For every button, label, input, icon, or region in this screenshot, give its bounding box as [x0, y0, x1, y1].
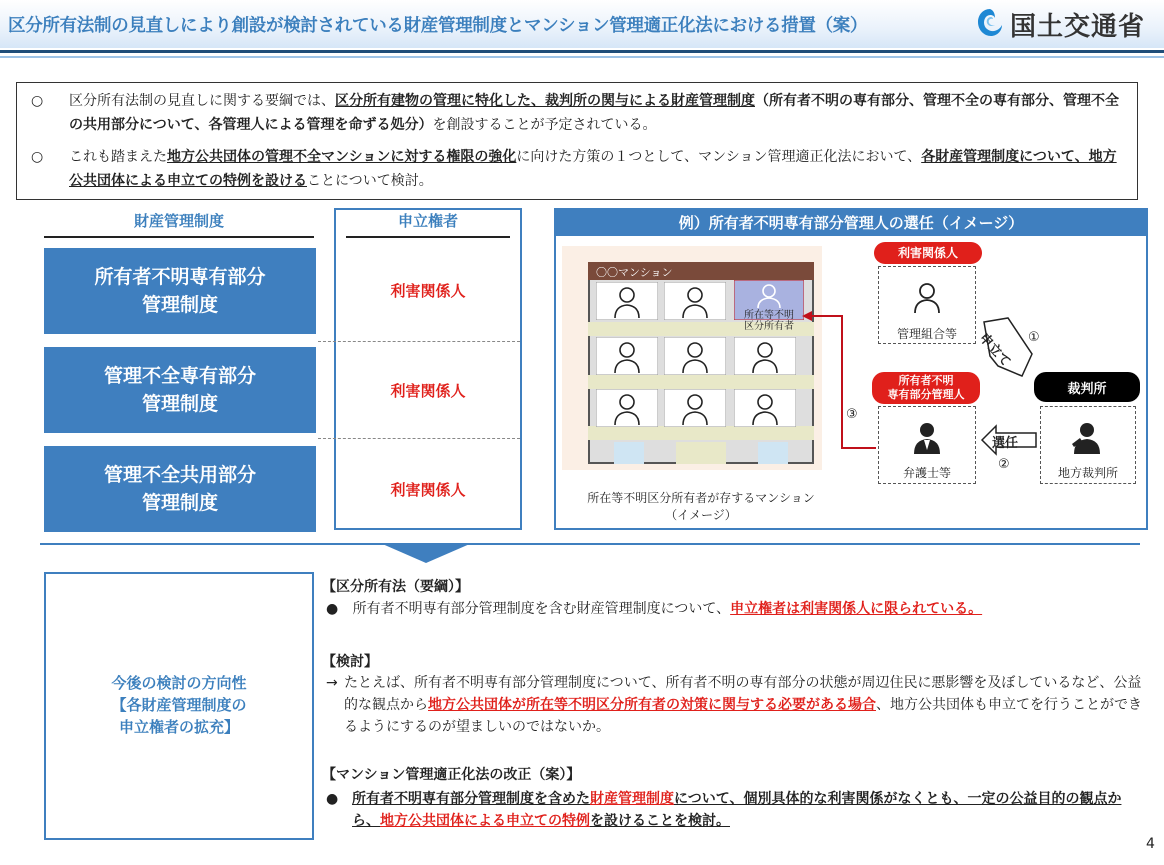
section-title-study: 【検討】 — [322, 654, 378, 670]
amendment-emphasis: 財産管理制度 — [590, 791, 674, 807]
applicant-value: 利害関係人 — [390, 382, 466, 400]
page-number: 4 — [1146, 836, 1155, 852]
amendment-text: について、個別具体的な利害関係がなくとも、一定の公益目的の観点から、 — [352, 791, 1122, 829]
manager-badge: 所有者不明 専有部分管理人 — [872, 372, 980, 404]
resident-icon — [596, 337, 658, 375]
amendment-text: を設けることを検討。 — [590, 813, 730, 829]
petition-label: 申立て — [975, 330, 1014, 370]
floor-slab — [588, 375, 814, 389]
column-rule — [346, 236, 510, 238]
court-badge: 裁判所 — [1034, 372, 1140, 402]
summary-emphasis: 地方公共団体の管理不全マンションに対する権限の強化 — [167, 149, 517, 165]
section-amendment-body — [326, 788, 1144, 832]
resident-icon — [734, 337, 796, 375]
step-3-marker: ③ — [846, 407, 858, 422]
floor-slab — [588, 426, 814, 440]
building-name: 〇〇マンション — [596, 266, 673, 279]
down-arrow-icon — [380, 543, 472, 563]
applicant-value: 利害関係人 — [390, 282, 466, 300]
judge-icon — [1070, 420, 1104, 454]
interested-party-badge: 利害関係人 — [874, 242, 982, 264]
column-header-applicant: 申立権者 — [397, 212, 458, 230]
section-title-law: 【区分所有法（要綱）】 — [322, 579, 469, 595]
section-study-body — [326, 672, 1142, 738]
summary-paragraph-1 — [31, 89, 1125, 137]
resident-icon — [596, 389, 658, 427]
study-text: 、地方公共団体も申立てを行うことができるようにするのが望ましいのではないか。 — [344, 697, 1142, 735]
resident-icon — [664, 337, 726, 375]
summary-emphasis: 各財産管理制度について、地方公共団体による申立ての特例を設ける — [69, 149, 1117, 189]
summary-text: を創設することが予定されている。 — [432, 117, 657, 133]
summary-paragraph-2 — [31, 145, 1125, 193]
study-text: たとえば、所有者不明専有部分管理制度について、所有者不明の専有部分の状態が周辺住民に悪影響を及ぼしているなど、公益的な観点から — [344, 675, 1142, 713]
header-rule-light — [0, 56, 1164, 58]
arrow-right-icon: → — [326, 675, 338, 691]
resident-icon — [664, 389, 726, 427]
entrance-window — [614, 442, 644, 464]
header-rule — [0, 50, 1164, 53]
summary-emphasis: （所有者不明の専有部分、管理不全の専有部分、管理不全の共用部分について、各管理人による管理を命ずる処分） — [69, 93, 1119, 133]
section-law-body — [326, 598, 1146, 620]
unknown-owner-label: 所在等不明 区分所有者 — [744, 310, 794, 332]
resident-icon — [596, 282, 658, 320]
system-box-dysfunctional-common: 管理不全共用部分 管理制度 — [44, 446, 316, 532]
circle-bullet: ○ — [31, 93, 44, 109]
law-emphasis: 申立権者は利害関係人に限られている。 — [730, 601, 983, 617]
system-box-dysfunctional-unit: 管理不全専有部分 管理制度 — [44, 347, 316, 433]
study-emphasis: 地方公共団体が所在等不明区分所有者の対策に関与する必要がある場合 — [428, 697, 876, 713]
direction-text: 今後の検討の方向性 【各財産管理制度の 申立権者の拡充】 — [111, 674, 247, 736]
court-name: 地方裁判所 — [1057, 466, 1118, 480]
row-divider — [318, 341, 520, 342]
amendment-text: 所有者不明専有部分管理制度を含めた — [352, 791, 590, 807]
ministry-logo-icon — [975, 7, 1005, 39]
entrance-door — [676, 442, 726, 464]
amendment-emphasis: 地方公共団体による申立ての特例 — [380, 813, 590, 829]
step-1-marker: ① — [1028, 330, 1040, 345]
applicant-value: 利害関係人 — [390, 481, 466, 499]
page-title: 区分所有法制の見直しにより創設が検討されている財産管理制度とマンション管理適正化法における措置（案） — [8, 16, 868, 36]
example-title: 例）所有者不明専有部分管理人の選任（イメージ） — [556, 210, 1146, 236]
law-text: 所有者不明専有部分管理制度を含む財産管理制度について、 — [352, 601, 731, 617]
building-caption: 所在等不明区分所有者が存するマンション （イメージ） — [587, 491, 815, 522]
lawyer-icon — [910, 420, 944, 454]
black-bullet: ● — [326, 601, 339, 617]
column-rule — [44, 236, 314, 238]
summary-text: 区分所有法制の見直しに関する要綱では、 — [69, 93, 335, 109]
association-person-icon — [910, 280, 944, 314]
summary-emphasis: 区分所有建物の管理に特化した、裁判所の関与による財産管理制度 — [335, 93, 755, 109]
circle-bullet: ○ — [31, 149, 44, 165]
black-bullet: ● — [326, 791, 339, 807]
summary-text: これも踏まえた — [69, 149, 167, 165]
summary-box — [16, 82, 1138, 200]
step-2-marker: ② — [998, 457, 1010, 472]
resident-icon — [734, 389, 796, 427]
resident-icon — [664, 282, 726, 320]
column-header-system: 財産管理制度 — [133, 212, 224, 230]
manager-name: 弁護士等 — [902, 466, 951, 480]
section-divider — [40, 543, 1140, 545]
entrance-window — [758, 442, 788, 464]
ministry-logo-text: 国土交通省 — [1010, 12, 1146, 42]
summary-text: ことについて検討。 — [307, 173, 433, 189]
row-divider — [318, 438, 520, 439]
system-box-unknown-owner: 所有者不明専有部分 管理制度 — [44, 248, 316, 334]
section-title-amendment: 【マンション管理適正化法の改正（案）】 — [322, 767, 581, 783]
manage-arrow — [800, 300, 880, 460]
appoint-label: 選任 — [992, 436, 1019, 451]
interested-party-name: 管理組合等 — [896, 327, 957, 341]
summary-text: に向けた方策の１つとして、マンション管理適正化法において、 — [516, 149, 922, 165]
